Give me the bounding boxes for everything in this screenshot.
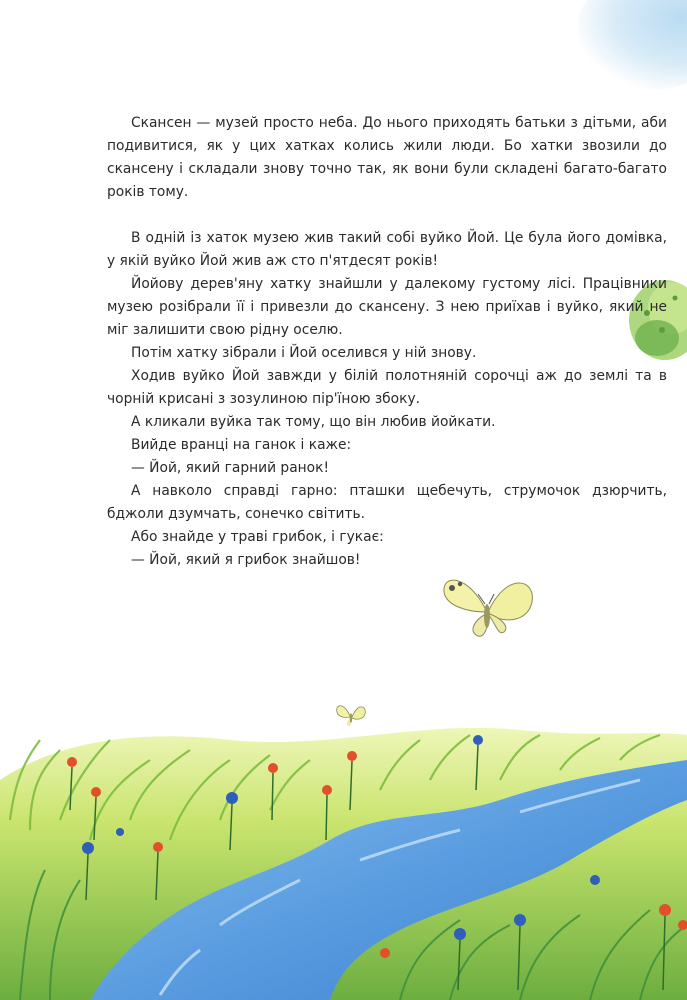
paragraph-clothes: Ходив вуйко Йой завжди у білій полотняній сорочці аж до землі та в чорній крисані з зозулиною пір'їною збоку.	[107, 368, 667, 407]
paragraph-name: А кликали вуйка так тому, що він любив йойкати.	[131, 414, 496, 430]
paragraph-mushroom: Або знайде у траві грибок, і гукає:	[131, 529, 384, 545]
paragraph-morning: Вийде вранці на ганок і каже:	[131, 437, 352, 453]
butterfly-icon	[438, 572, 538, 640]
paragraph-home: В одній із хаток музею жив такий собі вуйко Йой. Це була його домівка, у якій вуйко Йой жив аж сто п'ятдесят років!	[107, 230, 667, 269]
paragraph-forest: Йойову дерев'яну хатку знайшли у далекому густому лісі. Працівники музею розібрали її і привезли до скансену. З нею приїхав і вуйко, який не міг залишити свою рідну оселю.	[107, 276, 667, 338]
story-text	[107, 112, 667, 572]
paragraph-nature: А навколо справді гарно: пташки щебечуть, струмочок дзюрчить, бджоли дзумчать, сонечко світить.	[107, 483, 667, 522]
meadow-stream-illustration	[0, 700, 687, 1000]
paragraph-rebuilt: Потім хатку зібрали і Йой оселився у ній знову.	[131, 345, 477, 361]
paragraph-quote-mushroom: — Йой, який я грибок знайшов!	[131, 552, 361, 568]
paragraph-skansen: Скансен — музей просто неба. До нього приходять батьки з дітьми, аби подивитися, як у цих хатках колись жили люди. Бо хатки звозили до скансену і складали знову точно так, як вони були складені багато-багато років тому.	[107, 115, 667, 200]
sky-wash-illustration	[577, 0, 687, 90]
paragraph-quote-morning: — Йой, який гарний ранок!	[131, 460, 329, 476]
